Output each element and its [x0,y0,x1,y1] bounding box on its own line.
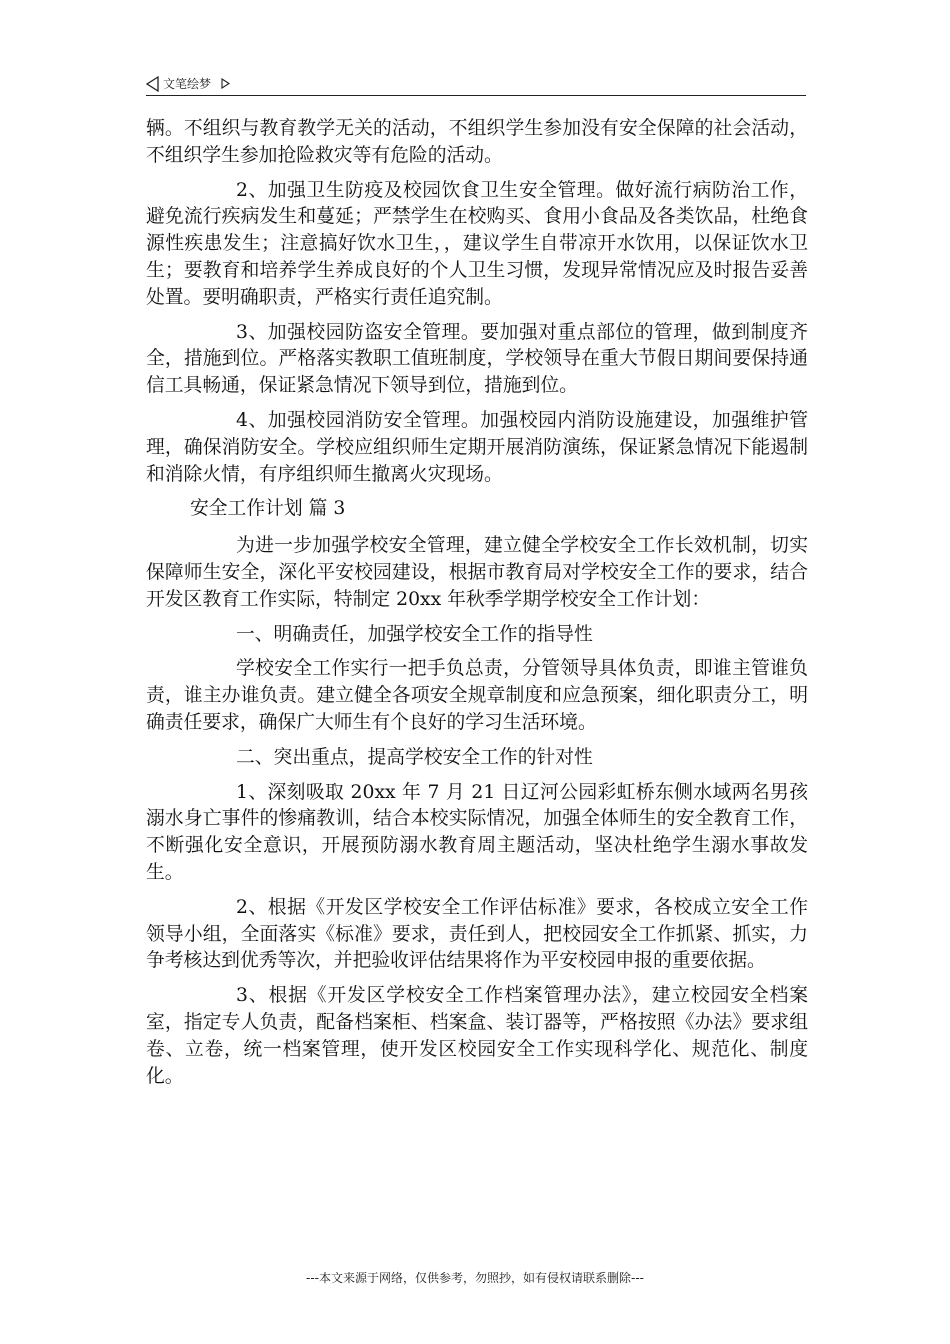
paragraph: 学校安全工作实行一把手负总责，分管领导具体负责，即谁主管谁负责，谁主办谁负责。建立健全各项安全规章制度和应急预案，细化职责分工，明确责任要求，确保广大师生有个良好的学习生活环境。 [146,658,808,733]
right-triangle-icon [221,78,230,89]
paragraph: 3、根据《开发区学校安全工作档案管理办法》，建立校园安全档案室，指定专人负责，配备档案柜、档案盒、装订器等，严格按照《办法》要求组卷、立卷，统一档案管理，使开发区校园安全工作实现科学化、规范化、制度化。 [146,985,808,1087]
left-triangle-icon [146,76,159,92]
paragraph: 2、根据《开发区学校安全工作评估标准》要求，各校成立安全工作领导小组，全面落实《标准》要求，责任到人，把校园安全工作抓紧、抓实，力争考核达到优秀等次，并把验收评估结果将作为平安校园申报的重要依据。 [146,896,808,972]
paragraph: 辆。不组织与教育教学无关的活动，不组织学生参加没有安全保障的社会活动，不组织学生参加抢险救灾等有危险的活动。 [146,118,808,166]
logo [146,75,230,92]
paragraph: 1、深刻吸取 20xx 年 7 月 21 日辽河公园彩虹桥东侧水域两名男孩溺水身亡事件的惨痛教训，结合本校实际情况，加强全体师生的安全教育工作，不断强化安全意识，开展预防溺水教育周主题活动，坚决杜绝学生溺水事故发生。 [146,781,808,883]
section-title: 安全工作计划 篇 3 [190,498,346,520]
footer-disclaimer: ---本文来源于网络，仅供参考，勿照抄，如有侵权请联系删除--- [306,1271,644,1285]
section-heading: 一、明确责任，加强学校安全工作的指导性 [236,623,593,645]
section-heading: 二、突出重点，提高学校安全工作的针对性 [236,746,593,768]
page-header [146,72,806,96]
document-body [146,116,808,1098]
paragraph: 2、加强卫生防疫及校园饮食卫生安全管理。做好流行病防治工作，避免流行疾病发生和蔓延；严禁学生在校购买、食用小食品及各类饮品，杜绝食源性疾患发生；注意搞好饮水卫生，，建议学生自带凉开水饮用，以保证饮水卫生；要教育和培养学生养成良好的个人卫生习惯，发现异常情况应及时报告妥善处置。要明确职责，严格实行责任追究制。 [146,179,808,308]
paragraph: 3、加强校园防盗安全管理。要加强对重点部位的管理，做到制度齐全，措施到位。严格落实教职工值班制度，学校领导在重大节假日期间要保持通信工具畅通，保证紧急情况下领导到位，措施到位。 [146,321,808,397]
logo-text: 文笔绘梦 [163,77,212,91]
paragraph: 为进一步加强学校安全管理，建立健全学校安全工作长效机制，切实保障师生安全，深化平安校园建设，根据市教育局对学校安全工作的要求，结合开发区教育工作实际，特制定 20xx 年秋季学期学校安全工作计划： [146,535,808,610]
paragraph: 4、加强校园消防安全管理。加强校园内消防设施建设，加强维护管理，确保消防安全。学校应组织师生定期开展消防演练，保证紧急情况下能遏制和消除火情，有序组织师生撤离火灾现场。 [146,409,808,485]
